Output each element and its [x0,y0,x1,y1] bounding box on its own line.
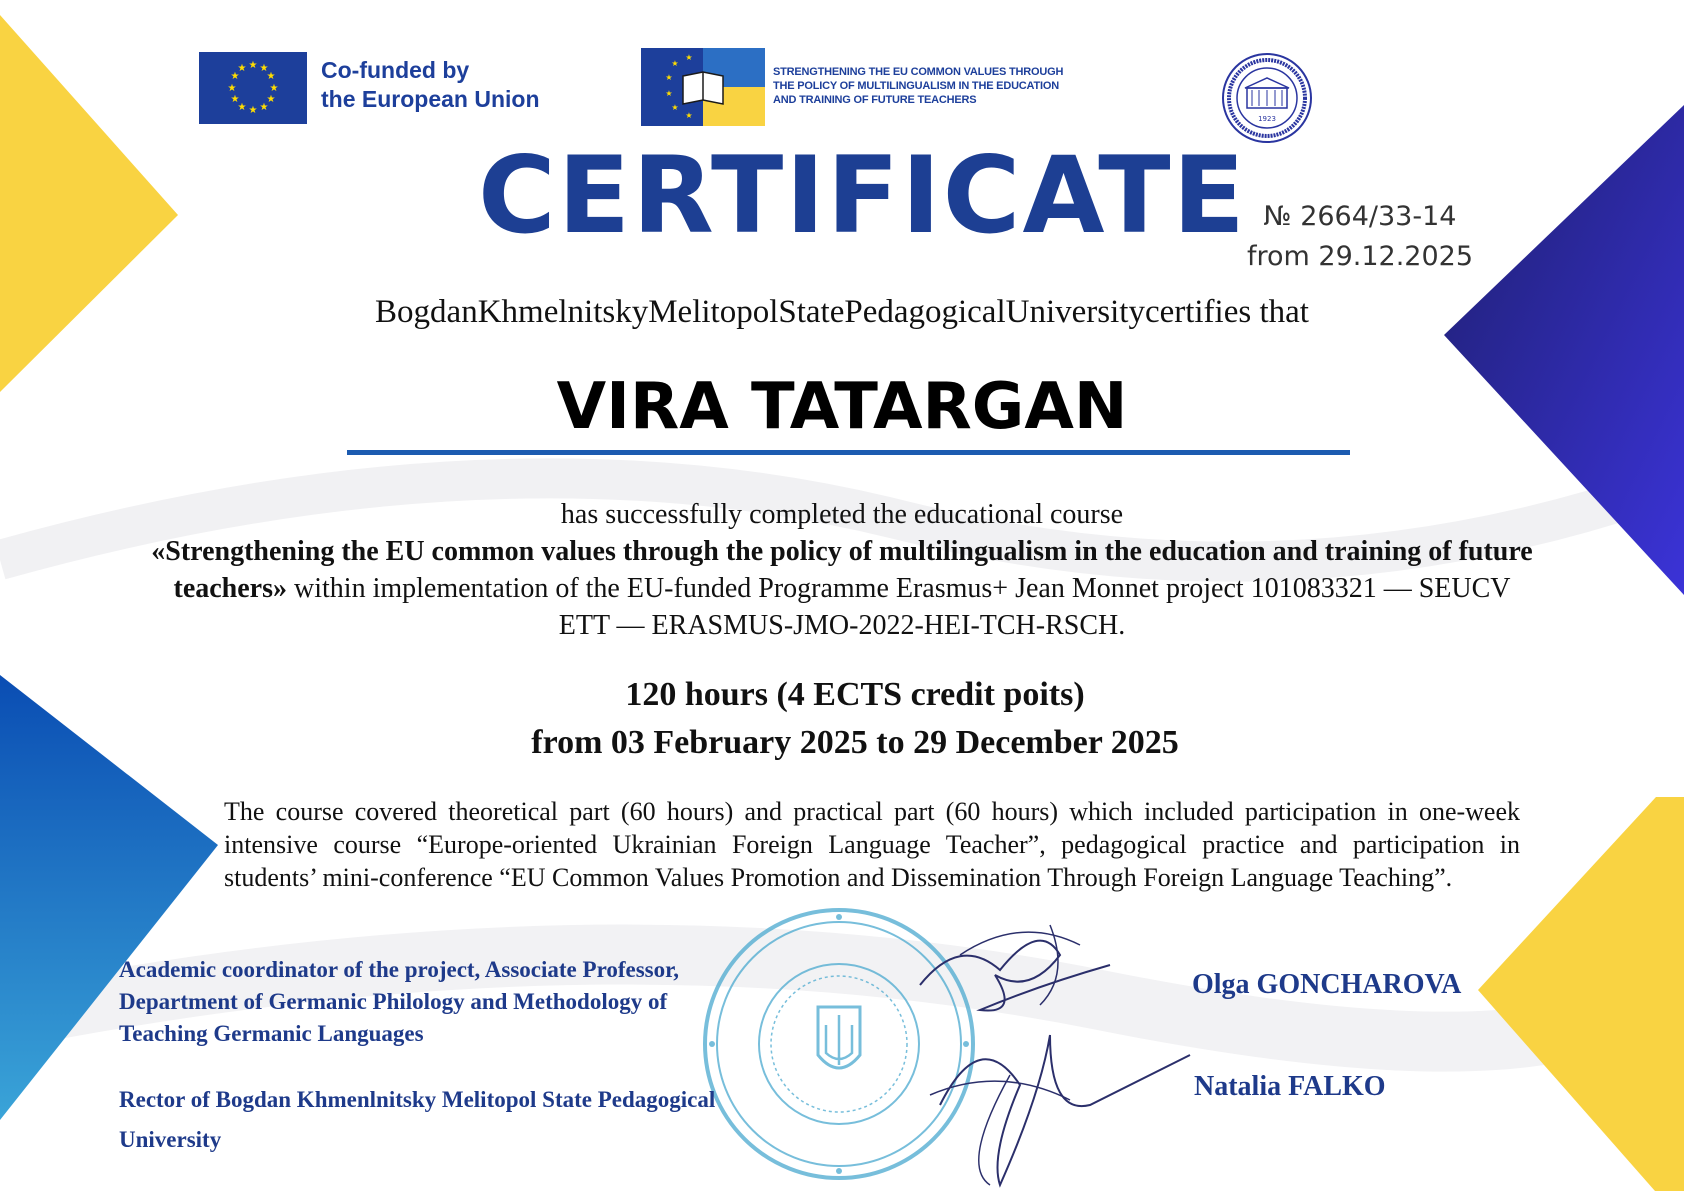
svg-text:★: ★ [237,102,247,113]
svg-text:★: ★ [237,63,247,74]
signatory-2-name: Natalia FALKO [1194,1071,1386,1102]
svg-text:★: ★ [227,83,237,94]
svg-text:★: ★ [248,60,258,71]
signatory-1-role-line-2: Department of Germanic Philology and Methodology of [119,989,668,1014]
certificate-number: № 2664/33-14 [1263,201,1457,232]
eu-flag-logo [199,52,307,124]
eu-text-line-1: Co-funded by [321,57,470,83]
svg-text:★: ★ [230,94,240,105]
project-text-line-3: AND TRAINING OF FUTURE TEACHERS [773,94,977,106]
svg-text:★: ★ [665,89,673,98]
svg-text:★: ★ [230,71,240,82]
eu-cofunded-text [321,56,540,114]
signatory-1-name: Olga GONCHAROVA [1192,969,1462,1000]
project-text-line-2: THE POLICY OF MULTILINGUALISM IN THE EDUCATION [773,80,1059,92]
seal-year: 1923 [1258,115,1276,123]
university-seal-logo [1221,52,1313,144]
course-title: «Strengthening the EU common values through the policy of multilingualism in the education and training of future teachers» [151,536,1533,604]
signatory-1-role [119,954,679,1050]
course-details-paragraph: The course covered theoretical part (60 hours) and practical part (60 hours) which included participation in one-week intensive course “Europe-oriented Ukrainian Foreign Language Teacher”, pedagogical practice and participation in students’ mini-conference “EU Common Values Promotion and Dissemination Through Foreign Language Teaching”. [224,797,1520,892]
svg-text:★: ★ [269,83,279,94]
course-suffix: within implementation of the EU-funded Programme Erasmus+ Jean Monnet project 101083321 — SEUCV ETT — ERASMUS-JMO-2022-HEI-TCH-RSCH. [287,573,1511,641]
svg-text:★: ★ [248,105,258,116]
certificate-number-block [1210,197,1510,277]
project-logo [641,48,765,126]
svg-text:★: ★ [259,102,269,113]
certificate-title: CERTIFICATE [478,134,1247,257]
svg-text:★: ★ [259,63,269,74]
signatory-2-role-line-2: University [119,1127,222,1152]
certificate-date: from 29.12.2025 [1246,241,1473,272]
course-hours: 120 hours (4 ECTS credit poits) [625,676,1085,713]
svg-text:★: ★ [685,53,693,62]
signatory-2-role [119,1080,819,1160]
signatory-1-role-line-3: Teaching Germanic Languages [119,1021,424,1046]
handwritten-signatures [900,915,1200,1195]
name-underline [347,450,1350,455]
svg-text:★: ★ [685,111,693,120]
course-hours-block [0,671,1684,767]
svg-text:★: ★ [671,59,679,68]
svg-text:★: ★ [671,103,679,112]
svg-text:★: ★ [266,94,276,105]
svg-text:★: ★ [665,73,673,82]
course-period: from 03 February 2025 to 29 December 2025 [531,724,1179,761]
certifies-intro: BogdanKhmelnitskyMelitopolStatePedagogicalUniversitycertifies that [375,294,1309,330]
project-title-text [773,65,1063,107]
yellow-shape-top-left [0,15,178,392]
eu-text-line-2: the European Union [321,86,540,112]
course-description [150,533,1534,644]
svg-text:★: ★ [266,71,276,82]
recipient-name: VIRA TATARGAN [556,370,1128,444]
project-text-line-1: STRENGTHENING THE EU COMMON VALUES THROUGH [773,66,1064,78]
signatory-2-role-line-1: Rector of Bogdan Khmenlnitsky Melitopol State Pedagogical [119,1087,716,1112]
signatory-1-role-line-1: Academic coordinator of the project, Associate Professor, [119,957,679,982]
completed-text: has successfully completed the educational course [560,499,1124,530]
